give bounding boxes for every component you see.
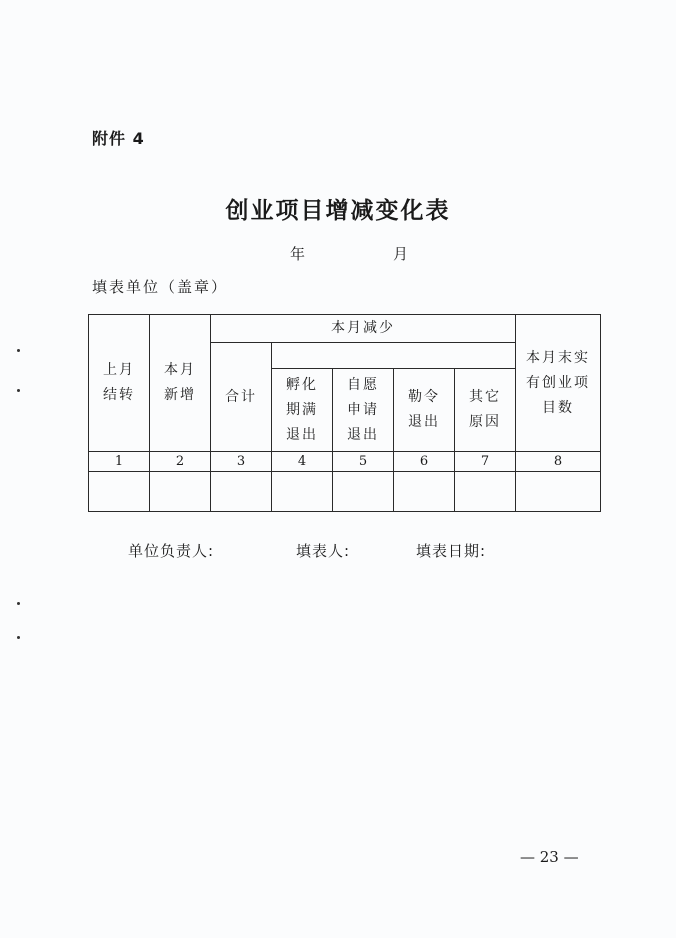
- header-line: 新增: [164, 387, 196, 403]
- scan-speck: [17, 389, 20, 392]
- data-cell: [394, 472, 455, 512]
- header-reasons-blank: [272, 343, 516, 369]
- header-line: 孵化: [286, 376, 318, 393]
- column-number: 2: [150, 452, 211, 472]
- header-line: 结转: [103, 387, 135, 403]
- header-line: 原因: [469, 414, 501, 430]
- header-line: 其它: [469, 389, 501, 405]
- header-line: 本月: [164, 362, 196, 378]
- header-line: 本月减少: [331, 320, 395, 336]
- header-line: 合计: [225, 388, 257, 405]
- header-line: 勒令: [408, 389, 440, 405]
- page-number: — 23 —: [520, 848, 579, 866]
- header-other-reasons: [455, 369, 516, 452]
- scan-speck: [17, 602, 20, 605]
- attachment-label: 附件 4: [92, 129, 145, 148]
- column-number: 7: [455, 452, 516, 472]
- header-total: [211, 343, 272, 452]
- fill-unit-label: 填表单位（盖章）: [92, 278, 229, 296]
- data-cell: [516, 472, 601, 512]
- month-label: 月: [393, 245, 409, 263]
- column-number: 8: [516, 452, 601, 472]
- data-cell: [150, 472, 211, 512]
- column-number: 3: [211, 452, 272, 472]
- header-line: 期满: [286, 401, 318, 418]
- unit-head-label: 单位负责人:: [128, 542, 215, 560]
- data-cell: [211, 472, 272, 512]
- data-cell: [272, 472, 333, 512]
- data-cell: [333, 472, 394, 512]
- header-month-end-projects: [516, 315, 601, 452]
- column-number: 6: [394, 452, 455, 472]
- header-line: 上月: [103, 362, 135, 378]
- header-line: 本月末实: [526, 349, 590, 366]
- header-line: 有创业项: [526, 374, 590, 391]
- column-number: 4: [272, 452, 333, 472]
- project-change-table: [88, 314, 601, 512]
- header-line: 目数: [542, 399, 574, 416]
- data-cell: [455, 472, 516, 512]
- header-line: 退出: [347, 426, 379, 443]
- scan-speck: [17, 636, 20, 639]
- header-line: 申请: [347, 401, 379, 418]
- header-ordered-exit: [394, 369, 455, 452]
- filler-label: 填表人:: [296, 542, 351, 560]
- fill-date-label: 填表日期:: [416, 542, 487, 560]
- header-this-month-decrease: [211, 315, 516, 343]
- header-incubation-expired: [272, 369, 333, 452]
- header-last-month-transfer: [89, 315, 150, 452]
- header-line: 自愿: [347, 376, 379, 393]
- scan-speck: [17, 349, 20, 352]
- header-voluntary-exit: [333, 369, 394, 452]
- data-cell: [89, 472, 150, 512]
- column-number: 1: [89, 452, 150, 472]
- year-label: 年: [290, 245, 306, 263]
- header-line: 退出: [286, 426, 318, 443]
- column-number: 5: [333, 452, 394, 472]
- header-line: 退出: [408, 414, 440, 430]
- page-title: 创业项目增减变化表: [225, 197, 451, 224]
- header-this-month-new: [150, 315, 211, 452]
